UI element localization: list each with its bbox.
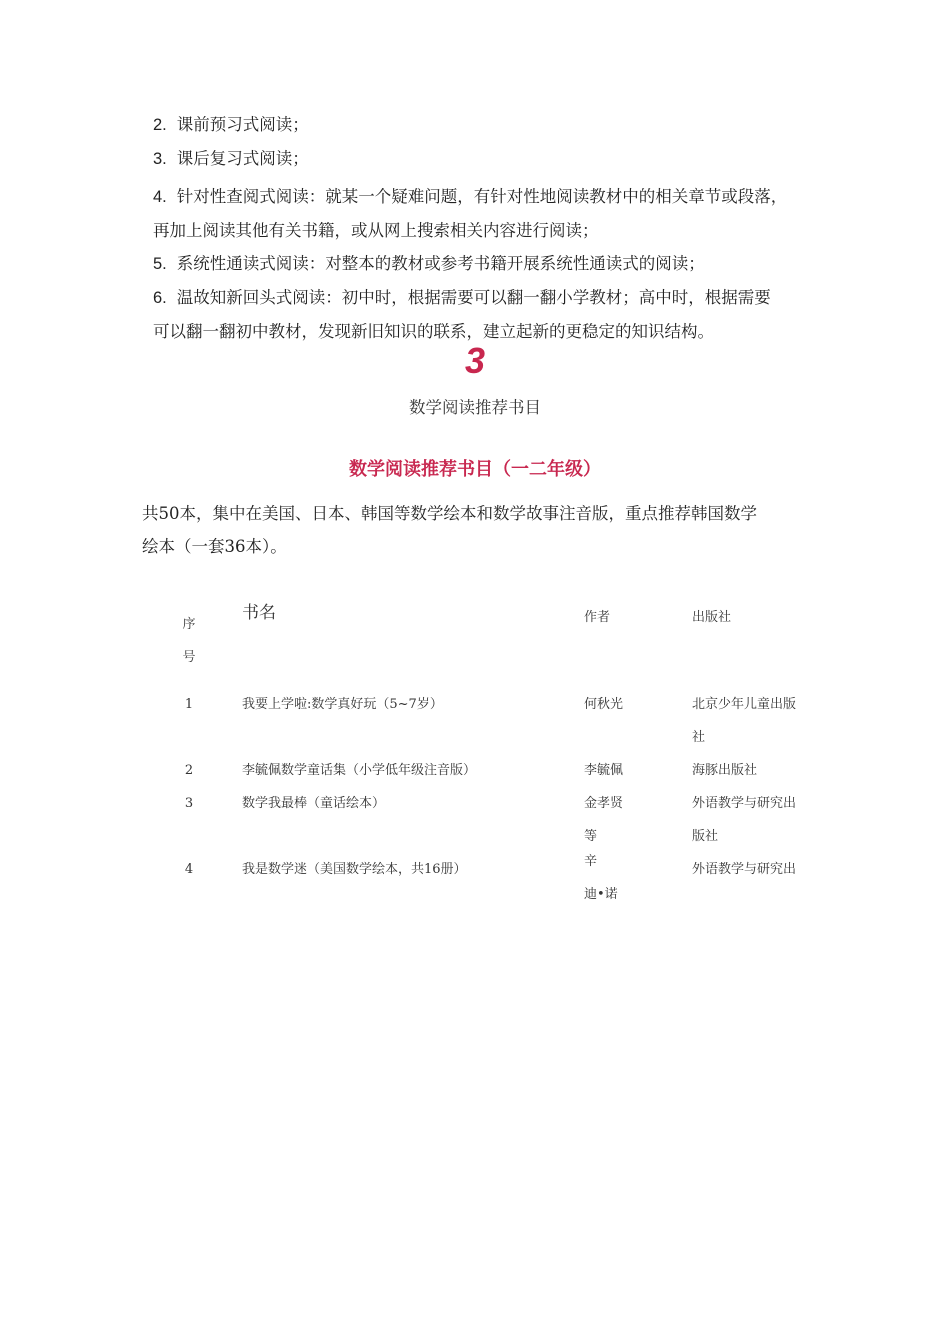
- list-item: [153, 142, 853, 176]
- cell-publisher: [692, 754, 832, 787]
- cell-author: [584, 688, 692, 754]
- header-seq: [150, 598, 228, 674]
- cell-author: [584, 754, 692, 787]
- table-header-row: [150, 598, 832, 674]
- list-number: 6.: [153, 289, 167, 307]
- cell-seq: 2: [184, 763, 194, 778]
- header-author: 作者: [584, 610, 611, 625]
- list-item: [153, 247, 853, 281]
- book-table: [150, 598, 832, 911]
- list-text: 课前预习式阅读；: [176, 115, 309, 134]
- table-row: [150, 754, 832, 787]
- cell-publisher: [692, 688, 832, 754]
- intro-line: 绘本（一套36本）。: [142, 537, 287, 556]
- list-number: 4.: [153, 188, 167, 206]
- section-subtitle: 数学阅读推荐书目: [409, 398, 541, 417]
- cell-seq: 1: [184, 697, 194, 712]
- list-item: [153, 180, 853, 247]
- cell-author-line: 金孝贤: [584, 796, 624, 811]
- list-text-continued: 可以翻一翻初中教材，发现新旧知识的联系，建立起新的更稳定的知识结构。: [153, 322, 714, 341]
- cell-author-line: 李毓佩: [584, 763, 624, 778]
- table-row: [150, 688, 832, 754]
- cell-author: [584, 787, 692, 853]
- list-item: [153, 108, 853, 142]
- intro-paragraph: [142, 497, 832, 563]
- header-name: 书名: [242, 603, 276, 623]
- table-row: [150, 853, 832, 911]
- header-seq-2: 号: [182, 650, 196, 665]
- cell-author-line: 何秋光: [584, 697, 624, 712]
- cell-seq: 4: [184, 862, 194, 877]
- list-text: 温故知新回头式阅读：初中时，根据需要可以翻一翻小学教材；高中时，根据需要: [176, 288, 771, 307]
- cell-name: 我是数学迷（美国数学绘本，共16册）: [242, 862, 467, 877]
- cell-author-line: 辛: [584, 854, 598, 869]
- cell-author-line: 等: [584, 829, 598, 844]
- cell-publisher: [692, 787, 832, 853]
- list-item: [153, 281, 853, 348]
- cell-publisher-line: 外语教学与研究出: [692, 862, 797, 877]
- list-number: 5.: [153, 255, 167, 273]
- cell-publisher-line: 社: [692, 730, 706, 745]
- cell-seq: 3: [184, 796, 194, 811]
- header-publisher: 出版社: [692, 610, 732, 625]
- cell-publisher: [692, 853, 832, 911]
- list-number: 2.: [153, 116, 167, 134]
- header-seq-1: 序: [182, 617, 196, 632]
- cell-author-line: 迪•诺: [584, 887, 618, 902]
- section-red-title: 数学阅读推荐书目（一二年级）: [349, 459, 601, 480]
- cell-author: [584, 853, 692, 911]
- reading-methods-list: [153, 108, 853, 348]
- list-text-continued: 再加上阅读其他有关书籍，或从网上搜索相关内容进行阅读；: [153, 221, 599, 240]
- list-number: 3.: [153, 150, 167, 168]
- cell-publisher-line: 北京少年儿童出版: [692, 697, 797, 712]
- cell-publisher-line: 外语教学与研究出: [692, 796, 797, 811]
- cell-publisher-line: 版社: [692, 829, 719, 844]
- list-text: 针对性查阅式阅读：就某一个疑难问题，有针对性地阅读教材中的相关章节或段落，: [176, 187, 788, 206]
- cell-name: 李毓佩数学童话集（小学低年级注音版）: [242, 763, 477, 778]
- list-text: 系统性通读式阅读：对整本的教材或参考书籍开展系统性通读式的阅读；: [176, 254, 705, 273]
- table-row: [150, 787, 832, 853]
- intro-line: 共50本，集中在美国、日本、韩国等数学绘本和数学故事注音版，重点推荐韩国数学: [142, 504, 757, 523]
- cell-publisher-line: 海豚出版社: [692, 763, 758, 778]
- section-number: 3: [464, 340, 486, 381]
- cell-name: 数学我最棒（童话绘本）: [242, 796, 386, 811]
- cell-name: 我要上学啦:数学真好玩（5~7岁）: [242, 697, 443, 712]
- list-text: 课后复习式阅读；: [176, 149, 309, 168]
